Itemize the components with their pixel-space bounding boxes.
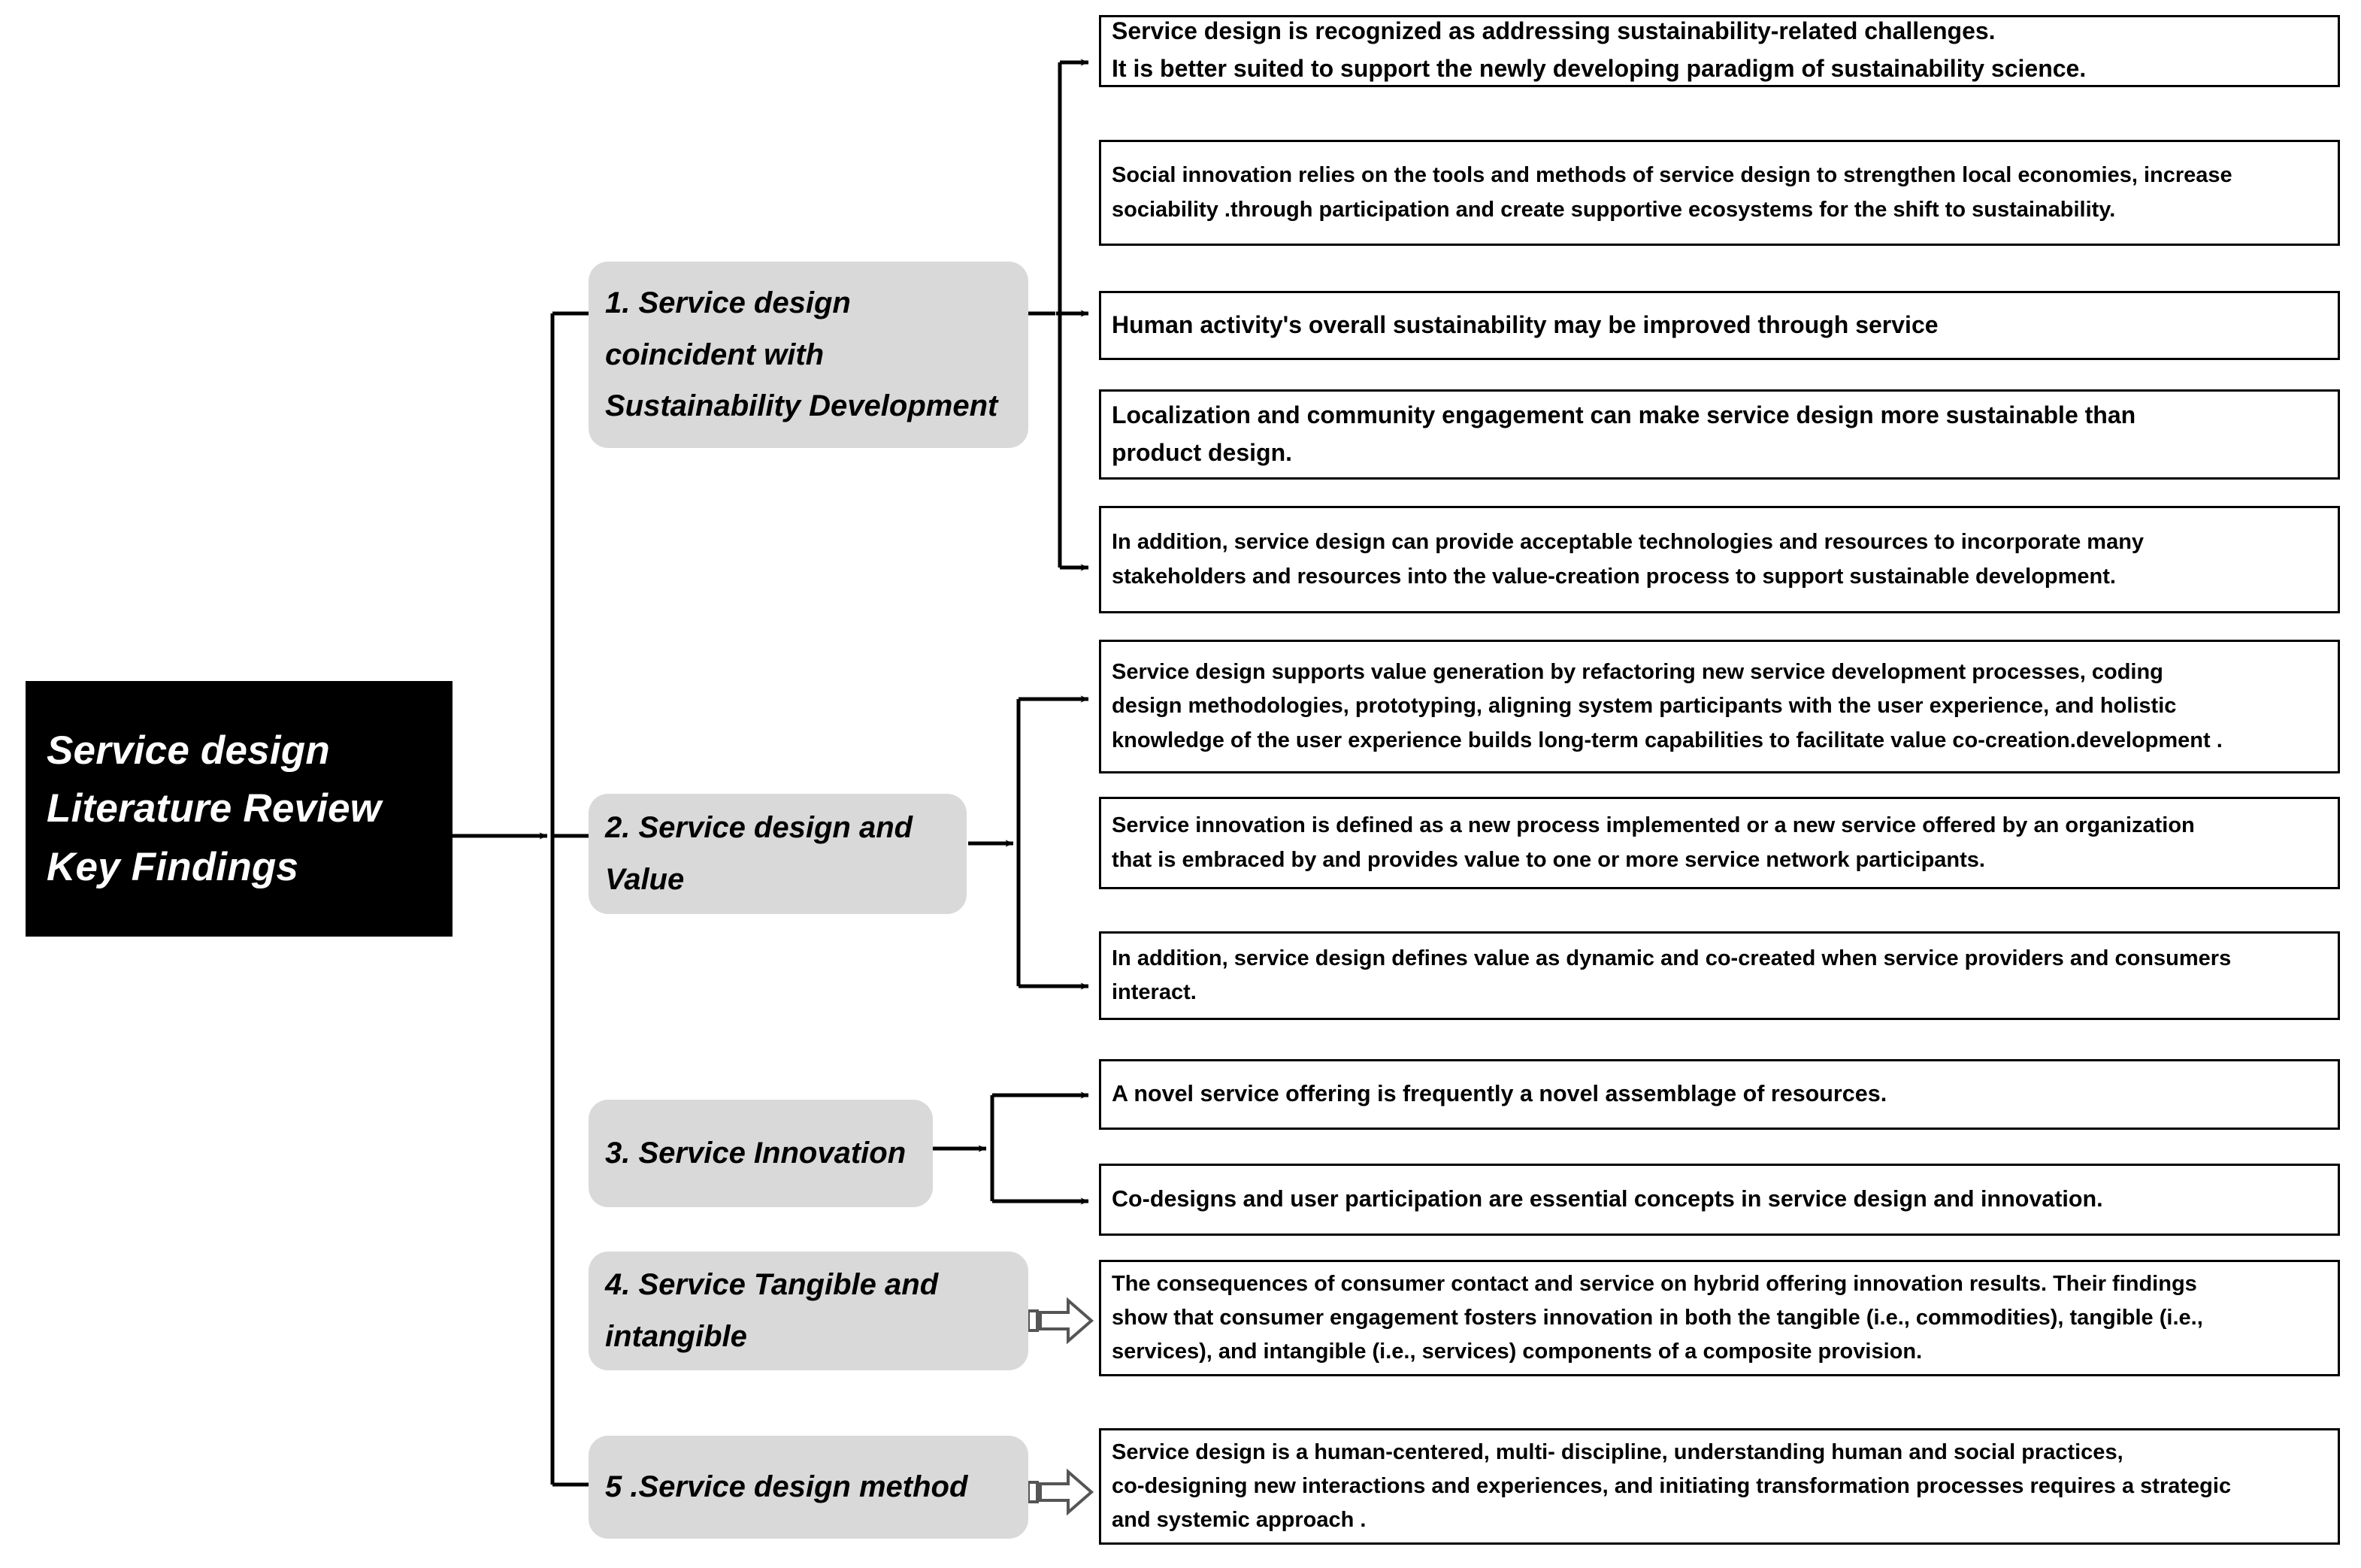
finding-5-line-1: In addition, service design can provide acceptable technologies and resources to incorporate many <box>1112 530 2145 555</box>
finding-4-line-2: product design. <box>1112 439 1292 466</box>
finding-2-line-1: Social innovation relies on the tools and methods of service design to strengthen local economies, increase <box>1112 163 2232 188</box>
category-3-line-1: 3. Service Innovation <box>605 1137 907 1170</box>
block-arrow-right-icon <box>1027 1294 1094 1347</box>
finding-3-line-1: Human activity's overall sustainability may be improved through service <box>1112 311 1939 339</box>
finding-11-line-3: services), and intangible (i.e., services) components of a composite provision. <box>1112 1339 1923 1364</box>
category-node-1[interactable] <box>589 262 1028 448</box>
finding-11-line-1: The consequences of consumer contact and service on hybrid offering innovation results. Their findings <box>1112 1271 2197 1296</box>
category-node-5[interactable] <box>589 1436 1028 1539</box>
category-1-line-3: Sustainability Development <box>605 389 998 423</box>
category-4-line-1: 4. Service Tangible and <box>605 1268 939 1302</box>
finding-box-5 <box>1099 506 2340 613</box>
finding-11-line-2: show that consumer engagement fosters innovation in both the tangible (i.e., commodities), tangible (i.e., <box>1112 1305 2203 1330</box>
root-title-line-1: Service design <box>47 728 330 773</box>
finding-box-6 <box>1099 640 2340 773</box>
finding-box-9 <box>1099 1059 2340 1130</box>
finding-box-2 <box>1099 140 2340 246</box>
finding-box-3 <box>1099 291 2340 360</box>
finding-12-line-1: Service design is a human-centered, multi- discipline, understanding human and social practices, <box>1112 1439 2123 1464</box>
finding-4-line-1: Localization and community engagement can make service design more sustainable than <box>1112 401 2136 429</box>
finding-10-line-1: Co-designs and user participation are essential concepts in service design and innovation. <box>1112 1186 2103 1212</box>
category-5-line-1: 5 .Service design method <box>605 1470 968 1504</box>
category-node-3[interactable] <box>589 1100 933 1207</box>
category-node-2[interactable] <box>589 794 967 914</box>
category-node-4[interactable] <box>589 1252 1028 1370</box>
finding-box-10 <box>1099 1164 2340 1236</box>
root-title-line-3: Key Findings <box>47 844 299 889</box>
finding-7-line-1: Service innovation is defined as a new process implemented or a new service offered by an organization <box>1112 813 2195 838</box>
finding-6-line-3: knowledge of the user experience builds long-term capabilities to facilitate value co-creation.development . <box>1112 728 2223 752</box>
category-4-line-2: intangible <box>605 1320 747 1353</box>
finding-box-1 <box>1099 15 2340 87</box>
finding-6-line-1: Service design supports value generation by refactoring new service development processes, coding <box>1112 660 2163 685</box>
category-1-line-1: 1. Service design <box>605 286 851 319</box>
finding-5-line-2: stakeholders and resources into the value-creation process to support sustainable development. <box>1112 564 2116 589</box>
block-arrow-right-icon <box>1027 1466 1094 1518</box>
finding-2-line-2: sociability .through participation and create supportive ecosystems for the shift to sustainability. <box>1112 197 2116 222</box>
finding-8-line-2: interact. <box>1112 980 1197 1004</box>
finding-12-line-2: co-designing new interactions and experiences, and initiating transformation processes requires a strategic <box>1112 1473 2232 1498</box>
finding-box-12 <box>1099 1428 2340 1545</box>
category-1-line-2: coincident with <box>605 338 825 371</box>
finding-12-line-3: and systemic approach . <box>1112 1508 1367 1533</box>
finding-8-line-1: In addition, service design defines value as dynamic and co-created when service providers and consumers <box>1112 946 2232 970</box>
root-node <box>26 681 453 937</box>
finding-box-4 <box>1099 389 2340 480</box>
category-2-line-1: 2. Service design and <box>605 811 913 845</box>
finding-1-line-2: It is better suited to support the newly developing paradigm of sustainability science. <box>1112 54 2087 82</box>
root-title-line-2: Literature Review <box>47 786 382 831</box>
finding-box-11 <box>1099 1260 2340 1376</box>
finding-1-line-1: Service design is recognized as addressing sustainability-related challenges. <box>1112 17 1996 44</box>
finding-7-line-2: that is embraced by and provides value to one or more service network participants. <box>1112 847 1985 872</box>
finding-box-7 <box>1099 797 2340 889</box>
finding-9-line-1: A novel service offering is frequently a novel assemblage of resources. <box>1112 1081 1887 1107</box>
finding-6-line-2: design methodologies, prototyping, aligning system participants with the user experience, and holistic <box>1112 694 2177 719</box>
finding-box-8 <box>1099 931 2340 1020</box>
category-2-line-2: Value <box>605 863 685 896</box>
